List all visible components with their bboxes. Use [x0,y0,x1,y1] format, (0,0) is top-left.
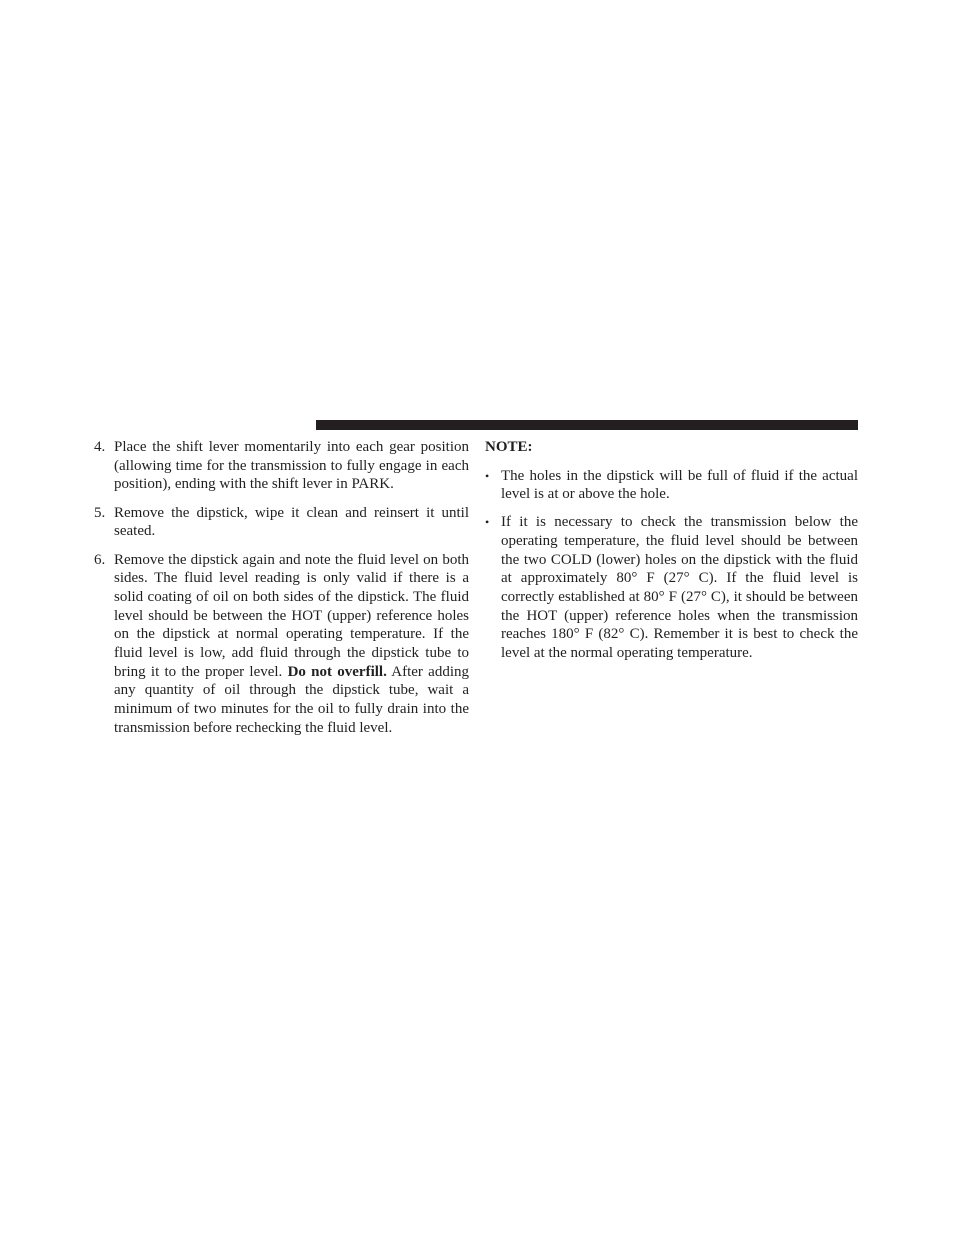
bullet-icon: • [485,515,490,530]
step-5 [94,504,469,541]
step-number: 5. [94,504,106,521]
bullet-icon: • [485,468,490,483]
step-4 [94,438,469,494]
step-text: Remove the dipstick, wipe it clean and reinsert it until seated. [114,504,469,540]
note-bullet [485,513,858,663]
step-text: Place the shift lever momentarily into each gear position (allowing time for the transmission to fully engage in each position), ending with the shift lever in PARK. [114,439,469,493]
step-number: 6. [94,551,106,568]
step-text-part-b: After adding any quantity of oil through the dipstick tube, wait a minimum of two minutes for the oil to fully drain into the transmission before rechecking the fluid level. [114,663,469,736]
bullet-text: The holes in the dipstick will be full of fluid if the actual level is at or above the hole. [501,467,858,503]
warning-emphasis: Do not overfill. [287,663,387,680]
note-bullet [485,467,858,504]
step-number: 4. [94,439,106,455]
bullet-text: If it is necessary to check the transmission below the operating temperature, the fluid level should be between the two COLD (lower) holes on the dipstick with the fluid at approximately 80° F (27° C). If the fluid level is correctly established at 80° F (27° C), it should be between the HOT (upper) reference holes when the transmission reaches 180° F (82° C). Remember it is best to check the level at the normal operating temperature. [501,514,858,662]
step-text [114,551,469,738]
step-text-part-a: Remove the dipstick again and note the fluid level on both sides. The fluid level reading is only valid if there is a solid coating of oil on both sides of the dipstick. The fluid level should be between the HOT (upper) reference holes on the dipstick at normal operating temperature. If the fluid level is low, add fluid through the dipstick tube to bring it to the proper level. [114,551,469,680]
note-heading: NOTE: [485,439,533,455]
step-6 [94,551,469,738]
note-section [485,438,858,672]
header-rule [316,420,858,430]
procedure-steps [94,438,469,747]
